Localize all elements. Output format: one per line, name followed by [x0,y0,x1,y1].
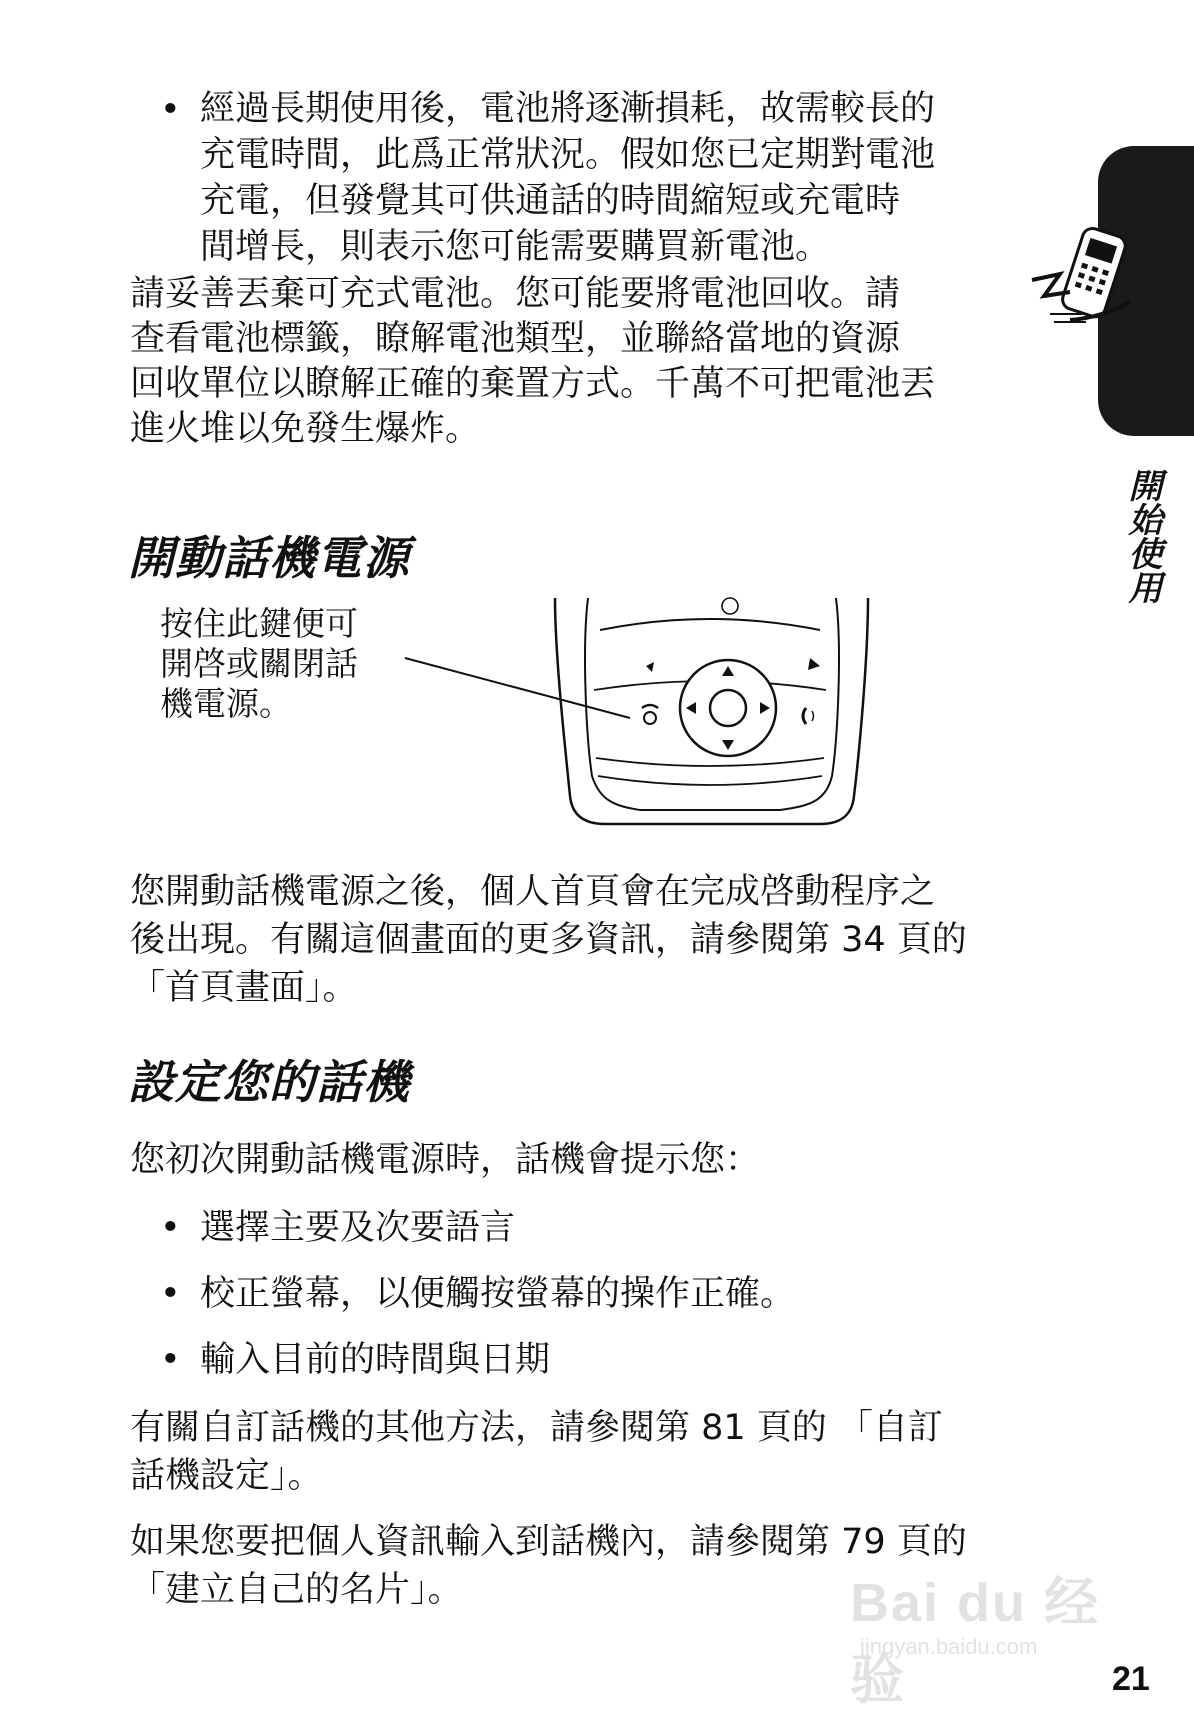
bullet-dot: • [160,1274,181,1314]
bullet-dot: • [160,1208,181,1248]
phone-running-icon [1030,222,1150,340]
end-power-key-icon [642,705,658,724]
logo-icon [722,598,738,614]
home-screen-paragraph: 您開動話機電源之後，個人首頁會在完成啓動程序之 後出現。有關這個畫面的更多資訊，請參閱第 34 頁的 「首頁畫面」。 [130,872,967,1008]
page-number: 21 [1112,1660,1150,1698]
left-soft-key-icon [646,662,654,672]
phone-keypad-diagram [360,596,920,836]
nav-center-key [710,690,746,726]
send-key-icon [803,708,814,724]
bullet-dot: • [160,1340,181,1380]
bullet-text: 經過長期使用後，電池將逐漸損耗，故需較長的 充電時間，此爲正常狀況。假如您已定期對電池 充電，但發覺其可供通話的時間縮短或充電時 間增長，則表示您可能需要購買新電池。 [200,89,936,267]
menu-key-icon [808,658,820,670]
callout-leader-line [405,658,630,718]
section-heading-power: 開動話機電源 [128,531,410,585]
battery-disposal-paragraph: 請妥善丟棄可充式電池。您可能要將電池回收。請 查看電池標籤，瞭解電池類型，並聯絡當地的資源 回收單位以瞭解正確的棄置方式。千萬不可把電池丟 進火堆以免發生爆炸。 [130,274,936,449]
bullet-text: 校正螢幕，以便觸按螢幕的操作正確。 [200,1274,796,1314]
setup-intro-paragraph: 您初次開動話機電源時，話機會提示您： [130,1140,761,1180]
watermark-url: jingyan.baidu.com [860,1634,1038,1659]
bullet-dot: • [160,90,181,130]
bullet-text: 輸入目前的時間與日期 [200,1340,551,1380]
section-heading-setup: 設定您的話機 [128,1055,410,1109]
chapter-side-label: 開始使用 [1122,468,1162,604]
business-card-paragraph: 如果您要把個人資訊輸入到話機內，請參閱第 79 頁的 「建立自己的名片」。 [130,1522,967,1610]
watermark-word: Bai du 经验 [850,1573,1101,1710]
bullet-text: 選擇主要及次要語言 [200,1208,516,1248]
power-key-callout: 按住此鍵便可 開啓或關閉話 機電源。 [160,604,358,723]
customize-paragraph: 有關自訂話機的其他方法，請參閱第 81 頁的 「自訂 話機設定」。 [130,1408,943,1496]
